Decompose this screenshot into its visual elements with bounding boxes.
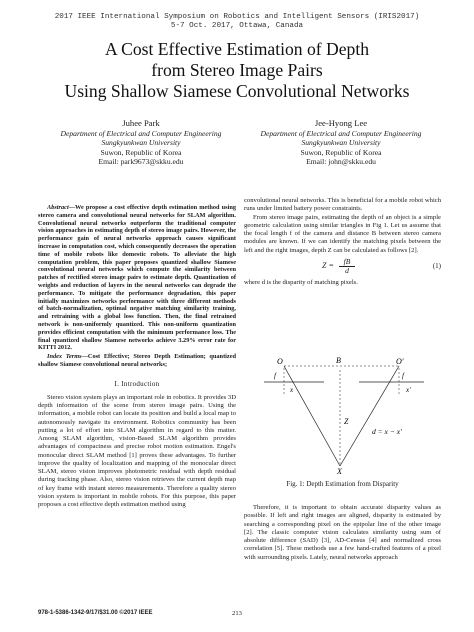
author-name: Jee-Hyong Lee bbox=[314, 118, 368, 128]
author-university: Sungkyunkwan University bbox=[301, 138, 381, 148]
right-paragraph-1: From stereo image pairs, estimating the depth of an object is a simple geometric calculation using similar triangles in Fig 1. Let us assume that the focal length f of the camera and distance B between stereo camera modules are known. If we can identify the matching pixels between the left and the right images, depth Z can be calculated as follows [2]. bbox=[244, 213, 441, 254]
author-email: Email: john@skku.edu bbox=[306, 157, 376, 167]
right-column-bottom bbox=[244, 504, 441, 562]
section-heading: I. Introduction bbox=[114, 379, 160, 388]
index-terms bbox=[38, 353, 236, 369]
conference-line-1: 2017 IEEE International Symposium on Robotics and Intelligent Sensors (IRIS2017) bbox=[54, 13, 420, 21]
depth-disparity-figure bbox=[244, 354, 441, 474]
conference-line-2: 5-7 Oct. 2017, Ottawa, Canada bbox=[170, 22, 304, 31]
right-paragraph-2: Therefore, it is important to obtain accurate disparity values as possible. If left and right images are aligned, disparity is estimated by searching a corresponding pixel on the epipolar line of the other image [2]. The classic computer vision calculates similarity using sum of absolute difference (SAD) [3], AD-Census [4] and normalized cross correlation [5]. These methods use a few hand-crafted features of a pixel with surrounding pixels. Lately, neural networks approach bbox=[244, 504, 441, 561]
abstract-text: —We propose a cost effective depth estimation method using stereo camera and convolutional neural networks for SLAM algorithm. Convolutional neural networks outperform the traditional computer vision approaches in estimating depth of stereo image pairs. However, the performance gain of neural networks approach causes significant increase in computation cost, which consequently decreases the operation time of mobile robots like domestic robots. To alleviate the high computation problem, this paper proposes quantized shallow Siamese convolutional neural networks which compute the similarity between patches of rectified stereo image pairs to estimate depth. Quantization of weights and reduction of layers in the neural networks can degrade the performance. To mitigate the performance degradation, this paper initially maximizes networks performance with three different methods of batch-normalization, optimal negative matching similarity training, and retraining with a global loss function. Then, the final retrained network is non-uniformly quantized. This non-uniform quantization provides efficient computation with the minimum performance loss. The final quantized shallow Siamese networks achieve 3.29% error rate for KITTI 2012. bbox=[38, 204, 236, 352]
left-ray-line bbox=[284, 366, 340, 466]
author-university: Sungkyunkwan University bbox=[101, 138, 181, 148]
label-f-left: f bbox=[274, 372, 276, 380]
footer-isbn: 978-1-5386-1342-9/17/$31.00 ©2017 IEEE bbox=[38, 610, 153, 616]
author-department: Department of Electrical and Computer Engineering bbox=[260, 128, 422, 138]
abstract bbox=[38, 204, 236, 352]
index-terms-text: —Cost Effective; Stereo Depth Estimation; quantized shallow Siamese convolutional neural networks; bbox=[38, 353, 237, 368]
label-x-right: x' bbox=[406, 386, 411, 394]
label-b: B bbox=[336, 356, 341, 365]
label-o-right: O' bbox=[396, 357, 404, 366]
author-name: Juhee Park bbox=[122, 118, 160, 128]
equation-1 bbox=[244, 258, 441, 276]
label-disparity: d = x − x' bbox=[372, 427, 402, 436]
right-ray-line bbox=[340, 366, 399, 466]
label-f-right: f bbox=[402, 372, 404, 380]
title-line-3: Using Shallow Siamese Convolutional Networks bbox=[64, 81, 410, 102]
author-department: Department of Electrical and Computer Engineering bbox=[60, 128, 222, 138]
paper-title bbox=[0, 39, 474, 103]
equation-numerator: fB bbox=[339, 258, 355, 267]
index-terms-lead: Index Terms bbox=[47, 353, 82, 361]
author-block-2 bbox=[256, 119, 426, 167]
label-x-point: X bbox=[337, 467, 342, 474]
intro-paragraph: Stereo vision system plays an important role in robotics. It provides 3D depth information of the scene from stereo image pairs. Using the information, a mobile robot can locate its position and build a local map to autonomously navigate its environment. Robotics community has been putting a lot of effort into SLAM algorithm in regard to this matter. Among SLAM algorithm, vision-Based SLAM algorithm provides advantages of compactness and precise robot motion estimation. Engel's monocular direct SLAM method [1] proves these advantages. To further improve the quality of localization and mapping of the monocular direct SLAM, stereo vision improves photometric residual with depth residual during tracking phase. Also, stereo vision retrieves the current depth map of key frame with instant stereo measurements. Therefore a quality stereo vision system is important in mobile robots. For this purpose, this paper proposes a cost effective depth estimation method using bbox=[38, 393, 236, 509]
author-city: Suwon, Republic of Korea bbox=[300, 147, 382, 157]
abstract-lead: Abstract bbox=[47, 204, 69, 211]
title-line-2: from Stereo Image Pairs bbox=[151, 60, 323, 81]
equation-where: where d is the disparity of matching pixels. bbox=[244, 278, 358, 286]
page-number: 213 bbox=[232, 610, 242, 617]
author-email: Email: park9673@skku.edu bbox=[98, 157, 184, 167]
equation-lhs: Z = bbox=[322, 260, 334, 270]
left-column bbox=[38, 204, 236, 509]
label-x-left: x bbox=[290, 386, 294, 394]
title-line-1: A Cost Effective Estimation of Depth bbox=[104, 39, 370, 59]
equation-number: (1) bbox=[432, 261, 441, 270]
author-city: Suwon, Republic of Korea bbox=[100, 147, 182, 157]
conference-header bbox=[0, 13, 474, 31]
equation-fraction bbox=[339, 258, 355, 275]
right-paragraph-0: convolutional neural networks. This is beneficial for a mobile robot which runs under limited battery power constraints. bbox=[244, 197, 441, 213]
author-block-1 bbox=[56, 119, 226, 167]
equation-denominator: d bbox=[345, 265, 349, 275]
label-o-left: O bbox=[277, 357, 283, 366]
label-z: Z bbox=[344, 417, 349, 426]
right-column bbox=[244, 197, 441, 287]
figure-caption: Fig. 1: Depth Estimation from Disparity bbox=[286, 480, 399, 488]
